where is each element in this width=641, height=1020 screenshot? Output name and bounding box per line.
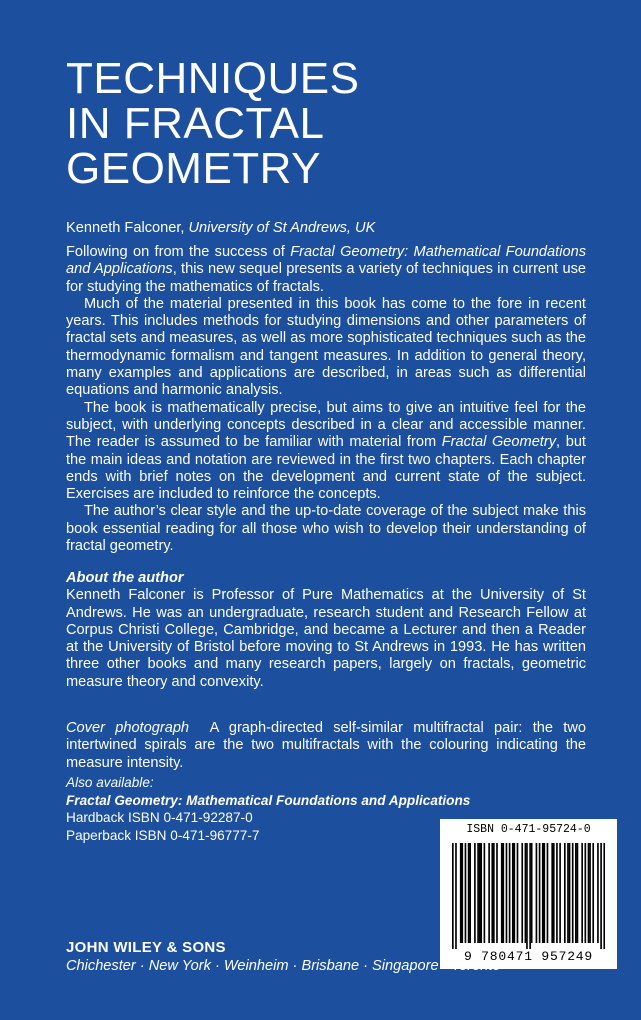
barcode-bar — [597, 843, 599, 943]
publisher — [66, 939, 546, 975]
cover-photo-paragraph — [66, 720, 586, 772]
barcode-bar — [539, 843, 541, 943]
barcode-bar — [589, 843, 591, 943]
barcode-bar — [484, 843, 486, 943]
book-title — [66, 56, 586, 191]
barcode-bar — [581, 843, 583, 943]
barcode-bar — [501, 843, 503, 943]
publisher-cities: Chichester · New York · Weinheim · Brisbane · Singapore · Toronto — [66, 958, 501, 974]
blurb — [66, 244, 586, 555]
barcode-bar — [547, 843, 549, 943]
title-line-2: IN FRACTAL — [66, 99, 325, 148]
barcode-bar — [461, 843, 463, 943]
blurb-p3-text-b: , but the main ideas and notation are reviewed in the first two chapters. Each chapter ends with brief notes on the development and current state of the subject. Exercises are included to reinforce the concepts. — [66, 434, 586, 503]
also-available-heading: Also available: — [66, 775, 154, 790]
barcode-bar — [496, 843, 498, 943]
barcode-bar — [584, 843, 586, 943]
blurb-p1-book-title: Fractal Geometry: Mathematical Foundations and Applications — [66, 244, 586, 278]
blurb-paragraph-3 — [66, 400, 586, 504]
barcode-bar — [474, 843, 476, 943]
paperback-isbn: Paperback ISBN 0-471-96777-7 — [66, 827, 260, 843]
barcode-bar — [600, 843, 602, 949]
barcode-bar — [577, 843, 579, 943]
blurb-p3-book-title: Fractal Geometry — [441, 434, 557, 451]
barcode-bar — [491, 843, 493, 943]
barcode-bar — [452, 843, 454, 949]
about-author-text: Kenneth Falconer is Professor of Pure Mathematics at the University of St Andrews. He was an undergraduate, research student and Research Fellow at Corpus Christi College, Cambridge, and became a Lecturer and then a Reader at the University of Bristol before moving to St Andrews in 1993. He has written three other books and many research papers, largely on fractals, geometric measure theory and convexity. — [66, 587, 586, 690]
barcode-bar — [506, 843, 508, 943]
barcode-bar — [526, 843, 528, 949]
barcode-bar — [468, 843, 470, 943]
barcode-bar — [553, 843, 555, 943]
barcode-bar — [469, 843, 471, 943]
blurb-p3-text-a: The book is mathematically precise, but aims to give an intuitive feel for the subject, with underlying concepts described in a clear and accessible manner. The reader is assumed to be familiar with material from — [66, 399, 586, 451]
barcode-bar — [542, 843, 544, 943]
barcode-bar — [567, 843, 569, 943]
barcode-bar — [488, 843, 490, 943]
blurb-p1-text-b: , this new sequel presents a variety of techniques in current use for studying the mathematics of fractals. — [66, 261, 586, 295]
barcode-bar — [465, 843, 467, 943]
cover-photo-text: A graph-directed self-similar multifractal pair: the two intertwined spirals are the two multifractals with the colouring indicating the measure intensity. — [66, 720, 586, 771]
title-line-1: TECHNIQUES — [66, 54, 360, 103]
barcode-bar — [588, 843, 590, 943]
barcode-bar — [509, 843, 511, 943]
also-available-book-title: Fractal Geometry: Mathematical Foundations and Applications — [66, 792, 471, 808]
blurb-p1-text-a: Following on from the success of — [66, 244, 291, 260]
barcode-bar — [502, 843, 504, 943]
barcode-bar — [525, 843, 527, 943]
author-line — [66, 219, 586, 237]
title-line-3: GEOMETRY — [66, 144, 322, 193]
barcode-bar — [575, 843, 577, 943]
hardback-isbn: Hardback ISBN 0-471-92287-0 — [66, 810, 253, 826]
barcode-bar — [493, 843, 495, 943]
blurb-paragraph-2: Much of the material presented in this book has come to the fore in recent years. This includes methods for studying dimensions and other parameters of fractal sets and measures, as well as more sophisticated techniques such as the thermodynamic formalism and tangent measures. In addition to general theory, many examples and applications are described, in areas such as differential equations and harmonic analysis. — [66, 295, 586, 399]
barcode-bar — [543, 843, 545, 943]
barcode-bar — [455, 843, 457, 949]
barcode-bar — [572, 843, 574, 943]
cover-photo-note — [66, 720, 586, 772]
barcode-bar — [536, 843, 538, 943]
barcode-bar — [514, 843, 516, 943]
barcode-bar — [479, 843, 481, 943]
barcode-bar — [551, 843, 553, 943]
cover-photo-label: Cover photograph — [66, 720, 190, 736]
about-author-heading: About the author — [66, 570, 184, 586]
barcode-isbn: ISBN 0-471-95724-0 — [466, 823, 591, 836]
barcode-bar — [569, 843, 571, 943]
barcode-bar — [460, 843, 462, 943]
barcode-bar — [480, 843, 482, 943]
barcode-bar — [512, 843, 514, 943]
blurb-paragraph-1 — [66, 244, 586, 296]
publisher-name: JOHN WILEY & SONS — [66, 939, 226, 956]
barcode-bars — [452, 843, 605, 949]
barcode-bar — [592, 843, 594, 943]
barcode-digits: 9 780471 957249 — [463, 949, 594, 964]
author-affiliation: University of St Andrews, UK — [188, 220, 376, 236]
barcode-bar — [564, 843, 566, 943]
barcode-bar — [529, 843, 531, 949]
blurb-paragraph-4: The author’s clear style and the up-to-date coverage of the subject make this book essential reading for all those who wish to develop their understanding of fractal geometry. — [66, 503, 586, 555]
barcode-bar — [477, 843, 479, 943]
barcode-bar — [603, 843, 605, 949]
barcode-bar — [531, 843, 533, 943]
about-author — [66, 570, 586, 691]
barcode-bar — [556, 843, 558, 943]
barcode-bar — [517, 843, 519, 943]
author-name: Kenneth Falconer, — [66, 220, 185, 236]
barcode-bar — [521, 843, 523, 943]
barcode-bar — [559, 843, 561, 943]
